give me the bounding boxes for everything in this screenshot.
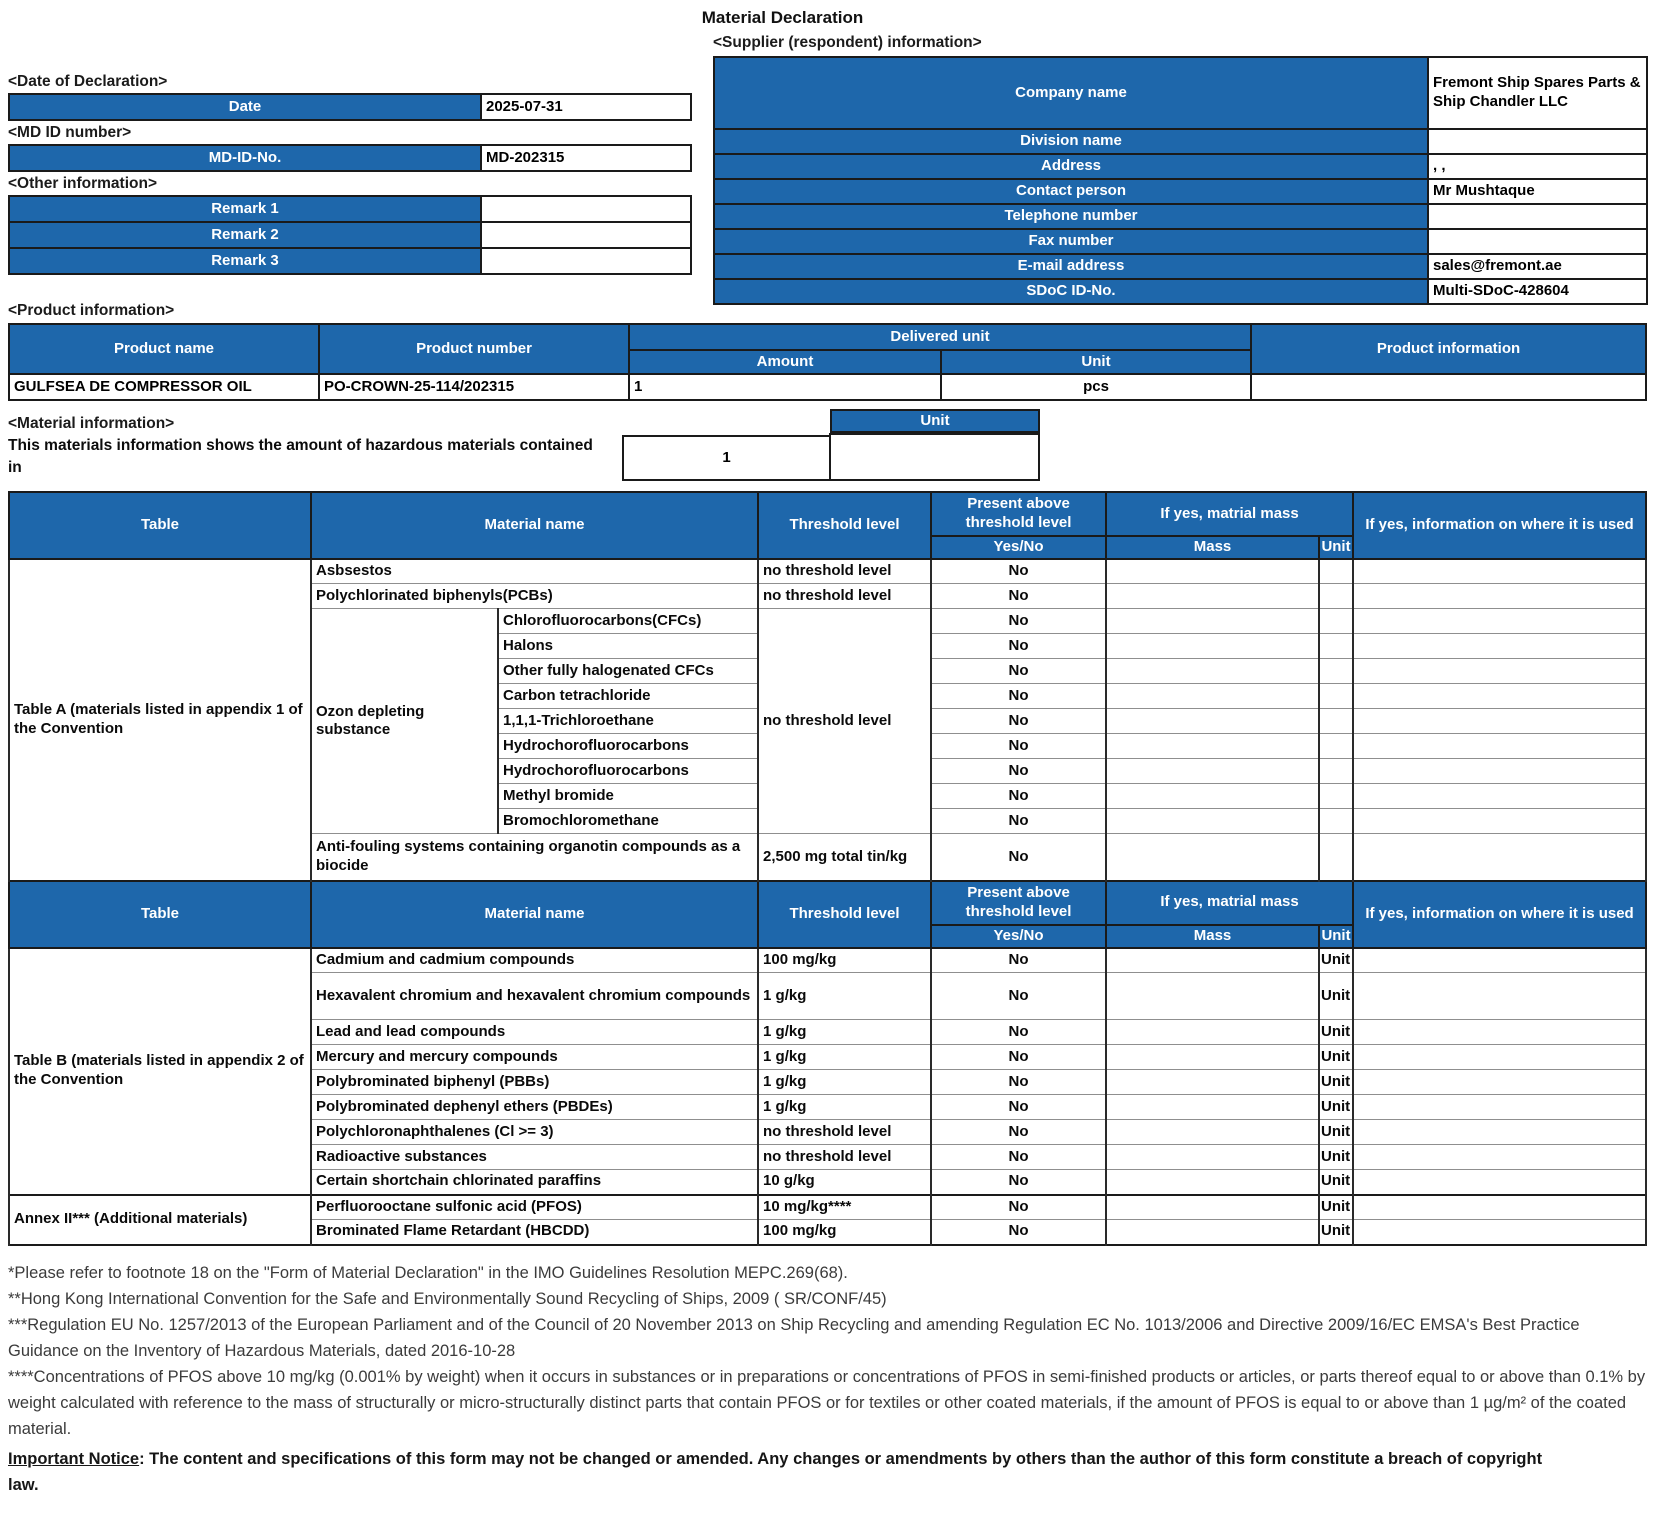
product-amount-value: 1 (629, 374, 941, 400)
contact-person-value[interactable]: Mr Mushtaque (1428, 179, 1647, 204)
product-name-header: Product name (9, 324, 319, 374)
md-id-label: MD-ID-No. (9, 145, 481, 171)
material-name: Cadmium and cadmium compounds (311, 948, 758, 973)
table-row (714, 229, 1647, 254)
present-value: No (931, 1145, 1106, 1170)
table-a-header-row (9, 492, 1646, 536)
mass-cell (1106, 734, 1319, 759)
present-value: No (931, 709, 1106, 734)
company-name-label: Company name (714, 57, 1428, 129)
present-value: No (931, 784, 1106, 809)
mass-cell (1106, 609, 1319, 634)
info-cell (1353, 1120, 1646, 1145)
table-row (714, 129, 1647, 154)
material-name: Methyl bromide (498, 784, 758, 809)
md-id-value-field[interactable]: MD-202315 (481, 145, 691, 171)
present-value: No (931, 759, 1106, 784)
threshold-value: 1 g/kg (758, 1020, 931, 1045)
unit-cell (1319, 609, 1353, 634)
page-title: Material Declaration (701, 8, 864, 27)
col-yesno-header: Yes/No (931, 536, 1106, 559)
info-cell (1353, 834, 1646, 881)
unit-cell (1319, 559, 1353, 584)
unit-cell: Unit (1319, 948, 1353, 973)
table-row (9, 248, 691, 274)
threshold-value: 1 g/kg (758, 1095, 931, 1120)
remark1-value-field[interactable] (481, 196, 691, 222)
material-name: Halons (498, 634, 758, 659)
table-row (9, 196, 691, 222)
material-name: Certain shortchain chlorinated paraffins (311, 1170, 758, 1195)
footnote-2: **Hong Kong International Convention for the Safe and Environmentally Sound Recycling of Ships, 2009 ( SR/CONF/45) (8, 1289, 887, 1308)
md-id-section-label: <MD ID number> (8, 124, 132, 141)
threshold-value: 2,500 mg total tin/kg (758, 834, 931, 881)
mass-cell (1106, 1145, 1319, 1170)
product-info-header: Product information (1251, 324, 1646, 374)
unit-cell (1319, 734, 1353, 759)
threshold-value: 100 mg/kg (758, 1220, 931, 1245)
info-cell (1353, 948, 1646, 973)
material-info-unit-field[interactable] (829, 433, 1040, 481)
material-name: Chlorofluorocarbons(CFCs) (498, 609, 758, 634)
unit-cell (1319, 684, 1353, 709)
mass-cell (1106, 659, 1319, 684)
col-table-header: Table (9, 492, 311, 559)
table-row-asbestos (9, 559, 1646, 584)
col-info-header: If yes, information on where it is used (1353, 492, 1646, 559)
present-value: No (931, 1220, 1106, 1245)
info-cell (1353, 1220, 1646, 1245)
telephone-label: Telephone number (714, 204, 1428, 229)
remark2-value-field[interactable] (481, 222, 691, 248)
mass-cell (1106, 809, 1319, 834)
present-value: No (931, 634, 1106, 659)
unit-cell: Unit (1319, 1145, 1353, 1170)
product-section-label: <Product information> (8, 302, 175, 319)
table-row (714, 154, 1647, 179)
email-label: E-mail address (714, 254, 1428, 279)
table-row (9, 145, 691, 171)
amount-header: Amount (629, 350, 941, 374)
mass-cell (1106, 1220, 1319, 1245)
important-notice (8, 1446, 1568, 1498)
col-threshold-header: Threshold level (758, 881, 931, 948)
info-cell (1353, 584, 1646, 609)
unit-cell: Unit (1319, 1195, 1353, 1220)
threshold-value: no threshold level (758, 584, 931, 609)
unit-cell (1319, 634, 1353, 659)
mass-cell (1106, 709, 1319, 734)
material-info-section-label: <Material information> (8, 415, 175, 432)
important-notice-label: Important Notice (8, 1449, 140, 1468)
footnote-1: *Please refer to footnote 18 on the "Form of Material Declaration" in the IMO Guidelines Resolution MEPC.269(68). (8, 1263, 848, 1282)
info-cell (1353, 1195, 1646, 1220)
email-value[interactable]: sales@fremont.ae (1428, 254, 1647, 279)
info-cell (1353, 634, 1646, 659)
remark3-value-field[interactable] (481, 248, 691, 274)
col-yesno-header: Yes/No (931, 925, 1106, 948)
sdoc-id-label: SDoC ID-No. (714, 279, 1428, 304)
table-row (714, 279, 1647, 304)
material-info-description: This materials information shows the amount of hazardous materials contained in (8, 437, 593, 476)
mass-cell (1106, 1195, 1319, 1220)
col-present-header: Present above threshold level (931, 881, 1106, 925)
product-number-value: PO-CROWN-25-114/202315 (319, 374, 629, 400)
mass-cell (1106, 684, 1319, 709)
date-value-field[interactable]: 2025-07-31 (481, 94, 691, 120)
material-name: Mercury and mercury compounds (311, 1045, 758, 1070)
remark2-label: Remark 2 (9, 222, 481, 248)
mass-cell (1106, 1045, 1319, 1070)
material-name: 1,1,1-Trichloroethane (498, 709, 758, 734)
info-cell (1353, 973, 1646, 1020)
threshold-value: 1 g/kg (758, 973, 931, 1020)
table-row (714, 179, 1647, 204)
col-threshold-header: Threshold level (758, 492, 931, 559)
mass-cell (1106, 973, 1319, 1020)
info-cell (1353, 1045, 1646, 1070)
mass-cell (1106, 584, 1319, 609)
material-info-unit-header: Unit (830, 409, 1040, 433)
fax-label: Fax number (714, 229, 1428, 254)
col-unit-header: Unit (1319, 536, 1353, 559)
footnote-4: ****Concentrations of PFOS above 10 mg/kg (0.001% by weight) when it occurs in substances or in preparations or concentrations of PFOS in semi-finished products or articles, or parts thereof equal to or above than 0.1% by weight calculated with reference to the mass of structurally or micro-structurally distinct parts that contain PFOS or for textiles or other coated materials, if the amount of PFOS is equal to or above than 1 µg/m² of the coated material. (8, 1367, 1646, 1438)
unit-cell: Unit (1319, 1045, 1353, 1070)
info-cell (1353, 759, 1646, 784)
table-row (714, 204, 1647, 229)
present-value: No (931, 1095, 1106, 1120)
present-value: No (931, 1170, 1106, 1195)
col-mass-header: Mass (1106, 536, 1319, 559)
date-table (8, 93, 692, 121)
col-present-header: Present above threshold level (931, 492, 1106, 536)
unit-cell (1319, 659, 1353, 684)
info-cell (1353, 684, 1646, 709)
threshold-value: 10 g/kg (758, 1170, 931, 1195)
unit-cell: Unit (1319, 1170, 1353, 1195)
info-cell (1353, 659, 1646, 684)
division-name-label: Division name (714, 129, 1428, 154)
material-info-section (8, 409, 1645, 487)
material-name: Carbon tetrachloride (498, 684, 758, 709)
info-cell (1353, 1170, 1646, 1195)
unit-cell: Unit (1319, 1095, 1353, 1120)
threshold-value: no threshold level (758, 559, 931, 584)
col-material-name-header: Material name (311, 881, 758, 948)
col-table-header: Table (9, 881, 311, 948)
info-cell (1353, 609, 1646, 634)
date-section-label: <Date of Declaration> (8, 73, 168, 90)
threshold-value: 1 g/kg (758, 1045, 931, 1070)
present-value: No (931, 659, 1106, 684)
mass-cell (1106, 784, 1319, 809)
ozone-group-label: Ozon depleting substance (311, 609, 498, 834)
table-row (9, 222, 691, 248)
material-name: Hexavalent chromium and hexavalent chromium compounds (311, 973, 758, 1020)
remark1-label: Remark 1 (9, 196, 481, 222)
present-value: No (931, 1020, 1106, 1045)
info-cell (1353, 734, 1646, 759)
threshold-value: 10 mg/kg**** (758, 1195, 931, 1220)
declaration-stack (8, 70, 698, 277)
mass-cell (1106, 1095, 1319, 1120)
product-table (8, 323, 1647, 401)
unit-cell: Unit (1319, 973, 1353, 1020)
footnotes (8, 1260, 1650, 1442)
present-value: No (931, 1120, 1106, 1145)
unit-header: Unit (941, 350, 1251, 374)
col-material-name-header: Material name (311, 492, 758, 559)
product-number-header: Product number (319, 324, 629, 374)
present-value: No (931, 1070, 1106, 1095)
product-section (8, 302, 1645, 401)
unit-cell: Unit (1319, 1020, 1353, 1045)
material-name: Bromochloromethane (498, 809, 758, 834)
mass-cell (1106, 1170, 1319, 1195)
table-b-header-row (9, 881, 1646, 925)
material-name: Perfluorooctane sulfonic acid (PFOS) (311, 1195, 758, 1220)
unit-cell: Unit (1319, 1120, 1353, 1145)
table-header-row (9, 324, 1646, 350)
remark3-label: Remark 3 (9, 248, 481, 274)
table-row-cadmium (9, 948, 1646, 973)
unit-cell (1319, 759, 1353, 784)
info-cell (1353, 1070, 1646, 1095)
col-mass-group-header: If yes, matrial mass (1106, 881, 1353, 925)
unit-cell: Unit (1319, 1220, 1353, 1245)
address-label: Address (714, 154, 1428, 179)
info-cell (1353, 709, 1646, 734)
present-value: No (931, 609, 1106, 634)
supplier-section-label: <Supplier (respondent) information> (713, 34, 982, 51)
material-info-amount-field[interactable]: 1 (622, 435, 831, 481)
threshold-value: 1 g/kg (758, 1070, 931, 1095)
important-notice-text: : The content and specifications of this form may not be changed or amended. Any changes or amendments by others than the author of this form constitute a breach of copyright law. (8, 1449, 1543, 1494)
hazard-table (8, 491, 1647, 1246)
present-value: No (931, 948, 1106, 973)
material-name: Hydrochorofluorocarbons (498, 759, 758, 784)
table-row (9, 94, 691, 120)
mass-cell (1106, 1070, 1319, 1095)
unit-cell: Unit (1319, 1070, 1353, 1095)
delivered-unit-header: Delivered unit (629, 324, 1251, 350)
table-b-label: Table B (materials listed in appendix 2 of the Convention (9, 948, 311, 1195)
present-value: No (931, 973, 1106, 1020)
present-value: No (931, 1045, 1106, 1070)
material-name: Brominated Flame Retardant (HBCDD) (311, 1220, 758, 1245)
mass-cell (1106, 1120, 1319, 1145)
col-unit-header: Unit (1319, 925, 1353, 948)
threshold-value: 100 mg/kg (758, 948, 931, 973)
table-row (714, 57, 1647, 129)
present-value: No (931, 1195, 1106, 1220)
present-value: No (931, 809, 1106, 834)
material-name: Polychlorinated biphenyls(PCBs) (311, 584, 758, 609)
mass-cell (1106, 1020, 1319, 1045)
present-value: No (931, 684, 1106, 709)
info-cell (1353, 1145, 1646, 1170)
table-row (714, 254, 1647, 279)
division-name-value[interactable] (1428, 129, 1647, 154)
md-id-table (8, 144, 692, 172)
info-cell (1353, 1020, 1646, 1045)
info-cell (1353, 1095, 1646, 1120)
col-info-header: If yes, information on where it is used (1353, 881, 1646, 948)
date-label: Date (9, 94, 481, 120)
fax-value[interactable] (1428, 229, 1647, 254)
unit-cell (1319, 809, 1353, 834)
info-cell (1353, 559, 1646, 584)
product-unit-value: pcs (941, 374, 1251, 400)
mass-cell (1106, 834, 1319, 881)
table-row-pfos (9, 1195, 1646, 1220)
mass-cell (1106, 634, 1319, 659)
col-mass-group-header: If yes, matrial mass (1106, 492, 1353, 536)
supplier-table-wrap (713, 56, 1648, 305)
material-name: Hydrochorofluorocarbons (498, 734, 758, 759)
material-name: Polychloronaphthalenes (Cl >= 3) (311, 1120, 758, 1145)
hazard-section (8, 491, 1645, 1246)
product-info-value (1251, 374, 1646, 400)
top-section (0, 0, 1653, 302)
info-cell (1353, 809, 1646, 834)
material-name: Polybrominated dephenyl ethers (PBDEs) (311, 1095, 758, 1120)
table-a-label: Table A (materials listed in appendix 1 of the Convention (9, 559, 311, 881)
sdoc-id-value[interactable]: Multi-SDoC-428604 (1428, 279, 1647, 304)
present-value: No (931, 559, 1106, 584)
material-name: Asbsestos (311, 559, 758, 584)
material-name: Anti-fouling systems containing organotin compounds as a biocide (311, 834, 758, 881)
present-value: No (931, 734, 1106, 759)
address-value[interactable]: , , (1428, 154, 1647, 179)
supplier-table (713, 56, 1648, 305)
col-mass-header: Mass (1106, 925, 1319, 948)
material-name: Polybrominated biphenyl (PBBs) (311, 1070, 758, 1095)
contact-person-label: Contact person (714, 179, 1428, 204)
threshold-value: no threshold level (758, 1145, 931, 1170)
mass-cell (1106, 759, 1319, 784)
ozone-threshold-value: no threshold level (758, 609, 931, 834)
material-name: Radioactive substances (311, 1145, 758, 1170)
mass-cell (1106, 948, 1319, 973)
telephone-value[interactable] (1428, 204, 1647, 229)
annex-label: Annex II*** (Additional materials) (9, 1195, 311, 1245)
other-info-section-label: <Other information> (8, 175, 157, 192)
info-cell (1353, 784, 1646, 809)
remarks-table (8, 195, 692, 275)
product-data-row (9, 374, 1646, 400)
unit-cell (1319, 709, 1353, 734)
unit-cell (1319, 834, 1353, 881)
product-name-value: GULFSEA DE COMPRESSOR OIL (9, 374, 319, 400)
company-name-value[interactable]: Fremont Ship Spares Parts & Ship Chandler LLC (1428, 57, 1647, 129)
unit-cell (1319, 784, 1353, 809)
mass-cell (1106, 559, 1319, 584)
material-name: Other fully halogenated CFCs (498, 659, 758, 684)
material-name: Lead and lead compounds (311, 1020, 758, 1045)
unit-cell (1319, 584, 1353, 609)
threshold-value: no threshold level (758, 1120, 931, 1145)
footnote-3: ***Regulation EU No. 1257/2013 of the European Parliament and of the Council of 20 November 2013 on Ship Recycling and amending Regulation EC No. 1013/2006 and Directive 2009/16/EC EMSA's Best Practice Guidance on the Inventory of Hazardous Materials, dated 2016-10-28 (8, 1315, 1580, 1360)
present-value: No (931, 584, 1106, 609)
present-value: No (931, 834, 1106, 881)
